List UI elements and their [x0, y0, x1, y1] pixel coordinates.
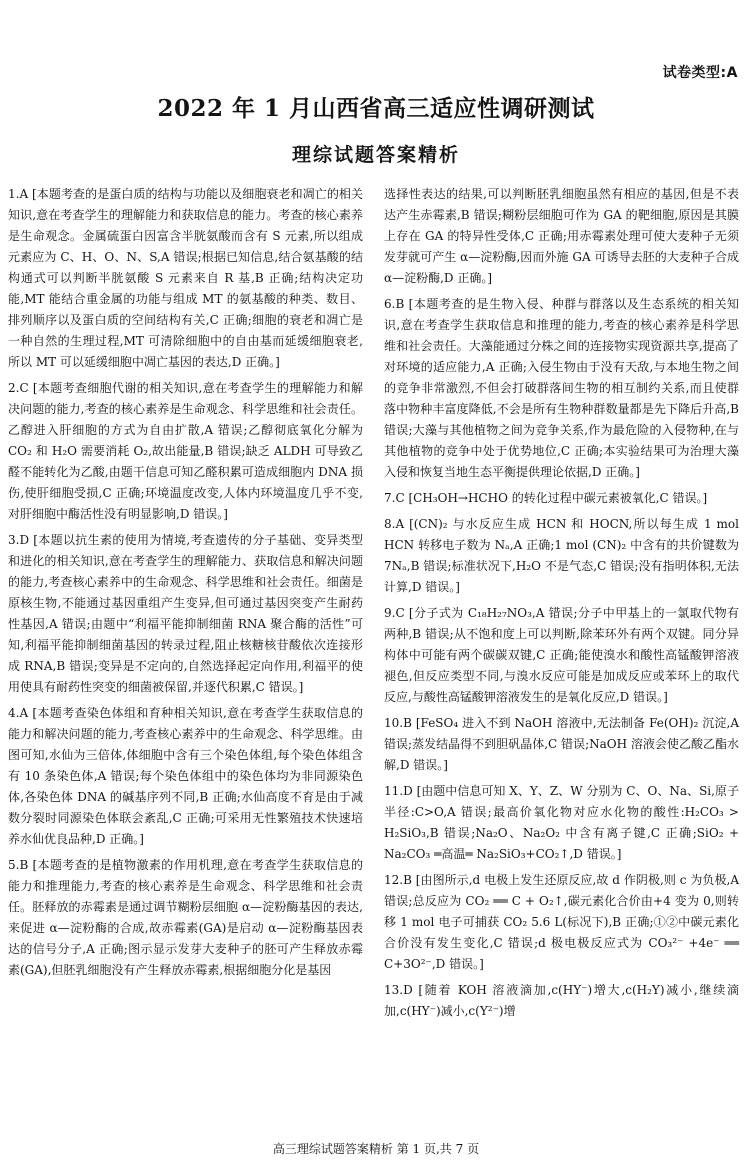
answer-explanation: [由图所示,d 电极上发生还原反应,故 d 作阴极,则 c 为负极,A 错误;总反应为 CO₂ ══ C + O₂↑,碳元素化合价由+4 变为 0,则转移 1 mol 电子可捕获 CO₂ 5.6 L(标况下),B 正确;①②中碳元素化合价没有发生变化,C 错误;d 极电极反应式为 CO₃²⁻ +4e⁻ ══ C+3O²⁻,D 错误。]	[384, 873, 739, 971]
answer-explanation: [FeSO₄ 进入不到 NaOH 溶液中,无法制备 Fe(OH)₂ 沉淀,A 错误;蒸发结晶得不到胆矾晶体,C 错误;NaOH 溶液会使乙酸乙酯水解,D 错误。]	[384, 716, 739, 772]
answer-item	[8, 530, 363, 698]
answer-number: 11.D	[384, 784, 413, 798]
answer-number: 10.B	[384, 716, 412, 730]
answer-item	[384, 870, 739, 975]
answer-explanation: [由题中信息可知 X、Y、Z、W 分别为 C、O、Na、Si,原子半径:C>O,A 错误;最高价氧化物对应水化物的酸性:H₂CO₃ > H₂SiO₃,B 错误;Na₂O、Na₂O₂ 中含有离子键,C 正确;SiO₂ + Na₂CO₃ ═高温═ Na₂SiO₃+CO₂↑,D 错误。]	[384, 784, 739, 861]
answer-item	[384, 781, 739, 865]
answer-item	[384, 294, 739, 483]
answer-number: 12.B	[384, 873, 412, 887]
answer-item	[8, 703, 363, 850]
answer-number: 6.B	[384, 297, 405, 311]
answer-item	[384, 980, 739, 1022]
page-subtitle: 理综试题答案精析	[291, 144, 460, 166]
right-column	[384, 184, 739, 1027]
answer-item	[8, 378, 363, 525]
answer-explanation: [CH₃OH→HCHO 的转化过程中碳元素被氧化,C 错误。]	[408, 491, 708, 505]
answer-number: 8.A	[384, 517, 405, 531]
answer-item	[384, 184, 739, 289]
answer-number: 4.A	[8, 706, 29, 720]
answer-explanation: [本题考查染色体组和育种相关知识,意在考查学生获取信息的能力和解决问题的能力,考查核心素养中的生命观念、科学思维。由图可知,水仙为三倍体,体细胞中含有三个染色体组,每个染色体组含有 10 条染色体,A 错误;每个染色体组中的染色体均为非同源染色体,各染色体 DNA 的碱基序列不同,B 正确;水仙高度不育是由于减数分裂时同源染色体联会紊乱,C 正确;可采用无性繁殖技术快速培养水仙优良品种,D 正确。]	[8, 706, 363, 846]
answer-number: 1.A	[8, 187, 29, 201]
answer-item	[384, 488, 739, 509]
page-title: 2022 年 1 月山西省高三适应性调研测试	[157, 95, 595, 122]
answer-explanation: [本题以抗生素的使用为情境,考查遗传的分子基础、变异类型和进化的相关知识,意在考查学生的理解能力、获取信息和解决问题的能力,考查核心素养中的生命观念、科学思维和社会责任。细菌是原核生物,不能通过基因重组产生变异,但可通过基因突变产生耐药性基因,A 错误;由题中“利福平能抑制细菌 RNA 聚合酶的活性”可知,利福平能抑制细菌基因的转录过程,阻止核糖核苷酸依次连接形成 RNA,B 错误;变异是不定向的,自然选择起定向作用,利福平的使用使具有耐药性突变的细菌被保留,并逐代积累,C 错误。]	[8, 533, 363, 694]
left-column	[8, 184, 363, 986]
answer-number: 2.C	[8, 381, 29, 395]
answer-explanation: [随着 KOH 溶液滴加,c(HY⁻)增大,c(H₂Y)减小,继续滴加,c(HY⁻)减小,c(Y²⁻)增	[384, 983, 739, 1018]
answer-number: 7.C	[384, 491, 405, 505]
answer-item	[384, 514, 739, 598]
answer-explanation: 选择性表达的结果,可以判断胚乳细胞虽然有相应的基因,但是不表达产生赤霉素,B 错误;糊粉层细胞可作为 GA 的靶细胞,原因是其膜上存在 GA 的特异性受体,C 正确;用赤霉素处理可使大麦种子无须发芽就可产生 α—淀粉酶,因而外施 GA 可诱导去胚的大麦种子合成 α—淀粉酶,D 正确。]	[384, 187, 739, 285]
answer-item	[384, 603, 739, 708]
answer-explanation: [本题考查的是生物入侵、种群与群落以及生态系统的相关知识,意在考查学生获取信息和推理的能力,考查的核心素养是科学思维和社会责任。大藻能通过分株之间的连接物实现资源共享,提高了对环境的适应能力,A 正确;入侵生物由于没有天敌,与本地生物之间的竞争非常激烈,不但会打破群落间生物的相互制约关系,而且使群落中物种丰富度降低,不会是所有生物种群数量都是先下降后升高,B 错误;大藻与其他植物之间为竞争关系,作为最危险的入侵物种,在与其他植物的竞争中处于优势地位,C 正确;本实验结果可为治理大藻入侵和恢复当地生态平衡提供理论依据,D 正确。]	[384, 297, 739, 479]
answer-explanation: [本题考查的是蛋白质的结构与功能以及细胞衰老和凋亡的相关知识,意在考查学生的理解能力和获取信息的能力。考查的核心素养是生命观念。金属硫蛋白因富含半胱氨酸而含有 S 元素,所以组成元素应为 C、H、O、N、S,A 错误;根据已知信息,结合氨基酸的结构通式可以判断半胱氨酸 S 元素来自 R 基,B 正确;结构决定功能,MT 能结合重金属的功能与组成 MT 的氨基酸的种类、数目、排列顺序以及蛋白质的空间结构有关,C 正确;细胞的衰老和凋亡是一种自然的生理过程,MT 可清除细胞中的自由基而延缓细胞衰老,所以 MT 可以延缓细胞中凋亡基因的表达,D 正确。]	[8, 187, 363, 369]
answer-explanation: [分子式为 C₁₈H₂₇NO₃,A 错误;分子中甲基上的一氯取代物有两种,B 错误;从不饱和度上可以判断,除苯环外有两个双键。同分异构体中可能有两个碳碳双键,C 正确;能使溴水和酸性高锰酸钾溶液褪色,但反应类型不同,与溴水反应可能是加成反应或苯环上的取代反应,与酸性高锰酸钾溶液发生的是氧化反应,D 错误。]	[384, 606, 739, 704]
answer-explanation: [本题考查细胞代谢的相关知识,意在考查学生的理解能力和解决问题的能力,考查的核心素养是生命观念、科学思维和社会责任。乙醇进入肝细胞的方式为自由扩散,A 错误;乙醇彻底氧化分解为 CO₂ 和 H₂O 需要消耗 O₂,故出能量,B 错误;缺乏 ALDH 可导致乙醛不能转化为乙酸,由题干信息可知乙醛积累可造成细胞内 DNA 损伤,使肝细胞受损,C 正确;环境温度改变,人体内环境温度几乎不变,对肝细胞中酶活性没有明显影响,D 错误。]	[8, 381, 363, 521]
answer-explanation: [本题考查的是植物激素的作用机理,意在考查学生获取信息的能力和推理能力,考查的核心素养是生命观念、科学思维和社会责任。胚释放的赤霉素是通过调节糊粉层细胞 α—淀粉酶基因的表达,来促进 α—淀粉酶的合成,故赤霉素(GA)是启动 α—淀粉酶基因表达的信号分子,A 正确;图示显示发芽大麦种子的胚可产生释放赤霉素(GA),但胚乳细胞没有产生释放赤霉素,根据细胞分化是基因	[8, 858, 363, 977]
answer-number: 13.D	[384, 983, 413, 997]
answer-number: 5.B	[8, 858, 29, 872]
answer-item	[8, 184, 363, 373]
page-footer: 高三理综试题答案精析 第 1 页,共 7 页	[272, 1142, 480, 1156]
answer-explanation: [(CN)₂ 与水反应生成 HCN 和 HOCN,所以每生成 1 mol HCN 转移电子数为 Nₐ,A 正确;1 mol (CN)₂ 中含有的共价键数为 7Nₐ,B 错误;标准状况下,H₂O 不是气态,C 错误;没有指明体积,无法计算,D 错误。]	[384, 517, 739, 594]
paper-type-label: 试卷类型:A	[662, 65, 738, 81]
answer-number: 3.D	[8, 533, 30, 547]
answer-item	[8, 855, 363, 981]
answer-item	[384, 713, 739, 776]
answer-number: 9.C	[384, 606, 405, 620]
